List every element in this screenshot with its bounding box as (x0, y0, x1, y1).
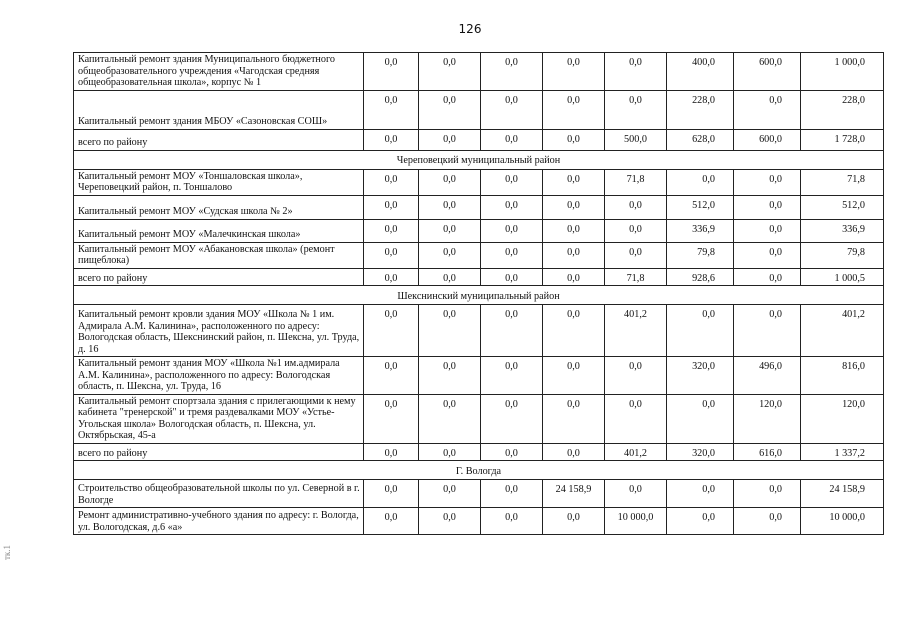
value-cell: 616,0 (734, 443, 801, 461)
value-cell: 496,0 (734, 357, 801, 395)
value-cell: 0,0 (364, 508, 419, 535)
value-cell: 0,0 (364, 219, 419, 242)
value-cell: 228,0 (667, 90, 734, 129)
item-name-cell: Ремонт административно-учебного здания по адресу: г. Вологда, ул. Вологодская, д.6 «а» (74, 508, 364, 535)
value-cell: 0,0 (734, 480, 801, 508)
value-cell: 0,0 (605, 90, 667, 129)
value-cell: 816,0 (801, 357, 884, 395)
table-body (74, 53, 884, 535)
value-cell: 600,0 (734, 129, 801, 150)
item-name-cell: всего по району (74, 268, 364, 286)
value-cell: 0,0 (543, 219, 605, 242)
item-name-cell: Капитальный ремонт здания Муниципального бюджетного общеобразовательного учреждения «Чагодская средняя общеобразовательная школа», корпус № 1 (74, 53, 364, 91)
value-cell: 0,0 (481, 242, 543, 268)
value-cell: 0,0 (481, 268, 543, 286)
value-cell: 24 158,9 (801, 480, 884, 508)
table-row (74, 508, 884, 535)
value-cell: 0,0 (419, 129, 481, 150)
item-name-cell: Капитальный ремонт здания МОУ «Школа №1 им.адмирала А.М. Калинина», расположенного по адресу: Вологодская область, п. Шексна, ул. Труда, 16 (74, 357, 364, 395)
value-cell: 0,0 (364, 90, 419, 129)
value-cell: 0,0 (734, 508, 801, 535)
value-cell: 320,0 (667, 443, 734, 461)
value-cell: 0,0 (605, 219, 667, 242)
district-title: Череповецкий муниципальный район (74, 150, 884, 169)
value-cell: 0,0 (481, 169, 543, 195)
value-cell: 0,0 (364, 480, 419, 508)
value-cell: 0,0 (481, 394, 543, 443)
value-cell: 0,0 (667, 480, 734, 508)
district-title: Шекснинский муниципальный район (74, 286, 884, 305)
value-cell: 0,0 (419, 480, 481, 508)
table-row (74, 357, 884, 395)
value-cell: 0,0 (419, 90, 481, 129)
value-cell: 401,2 (801, 305, 884, 357)
value-cell: 71,8 (801, 169, 884, 195)
value-cell: 0,0 (543, 268, 605, 286)
value-cell: 0,0 (481, 129, 543, 150)
value-cell: 500,0 (605, 129, 667, 150)
value-cell: 0,0 (605, 53, 667, 91)
value-cell: 0,0 (481, 90, 543, 129)
value-cell: 512,0 (801, 195, 884, 219)
value-cell: 512,0 (667, 195, 734, 219)
value-cell: 628,0 (667, 129, 734, 150)
district-title: Г. Вологда (74, 461, 884, 480)
value-cell: 1 000,5 (801, 268, 884, 286)
value-cell: 10 000,0 (605, 508, 667, 535)
value-cell: 0,0 (364, 169, 419, 195)
value-cell: 400,0 (667, 53, 734, 91)
value-cell: 0,0 (364, 443, 419, 461)
table-row (74, 268, 884, 286)
value-cell: 1 000,0 (801, 53, 884, 91)
value-cell: 0,0 (543, 90, 605, 129)
district-header-row (74, 286, 884, 305)
value-cell: 0,0 (419, 357, 481, 395)
table-row (74, 443, 884, 461)
value-cell: 928,6 (667, 268, 734, 286)
value-cell: 0,0 (419, 219, 481, 242)
value-cell: 401,2 (605, 305, 667, 357)
value-cell: 1 337,2 (801, 443, 884, 461)
value-cell: 0,0 (364, 357, 419, 395)
value-cell: 0,0 (605, 195, 667, 219)
item-name-cell: всего по району (74, 443, 364, 461)
value-cell: 0,0 (734, 90, 801, 129)
value-cell: 0,0 (481, 508, 543, 535)
value-cell: 0,0 (364, 305, 419, 357)
value-cell: 0,0 (419, 242, 481, 268)
table-row (74, 394, 884, 443)
value-cell: 0,0 (605, 242, 667, 268)
value-cell: 24 158,9 (543, 480, 605, 508)
table-row (74, 305, 884, 357)
value-cell: 0,0 (481, 443, 543, 461)
table-row (74, 129, 884, 150)
value-cell: 320,0 (667, 357, 734, 395)
table-row (74, 480, 884, 508)
value-cell: 0,0 (543, 195, 605, 219)
value-cell: 336,9 (801, 219, 884, 242)
table-row (74, 90, 884, 129)
item-name-cell: Капитальный ремонт МОУ «Абакановская школа» (ремонт пищеблока) (74, 242, 364, 268)
item-name-cell: Капитальный ремонт здания МБОУ «Сазоновская СОШ» (74, 90, 364, 129)
value-cell: 600,0 (734, 53, 801, 91)
value-cell: 120,0 (801, 394, 884, 443)
value-cell: 79,8 (667, 242, 734, 268)
item-name-cell: Капитальный ремонт спортзала здания с прилегающими к нему кабинета "тренерской" и тремя раздевалками МОУ «Устье-Угольская школа» Вологодская область, п. Шексна, ул. Октябрьская, 45-а (74, 394, 364, 443)
item-name-cell: Капитальный ремонт МОУ «Малечкинская школа» (74, 219, 364, 242)
district-header-row (74, 461, 884, 480)
value-cell: 0,0 (734, 219, 801, 242)
table-row (74, 219, 884, 242)
value-cell: 71,8 (605, 268, 667, 286)
value-cell: 0,0 (734, 242, 801, 268)
value-cell: 0,0 (543, 305, 605, 357)
table-row (74, 53, 884, 91)
value-cell: 0,0 (364, 242, 419, 268)
value-cell: 0,0 (419, 443, 481, 461)
value-cell: 0,0 (419, 169, 481, 195)
item-name-cell: Капитальный ремонт кровли здания МОУ «Школа № 1 им. Адмирала А.М. Калинина», расположенного по адресу: Вологодская область, Шекснинский район, п. Шексна, ул. Труда, д. 16 (74, 305, 364, 357)
value-cell: 0,0 (419, 268, 481, 286)
value-cell: 0,0 (543, 242, 605, 268)
item-name-cell: Строительство общеобразовательной школы по ул. Северной в г. Вологде (74, 480, 364, 508)
value-cell: 0,0 (543, 53, 605, 91)
page-number: 126 (458, 22, 482, 36)
value-cell: 0,0 (364, 195, 419, 219)
value-cell: 0,0 (734, 305, 801, 357)
value-cell: 0,0 (734, 268, 801, 286)
value-cell: 0,0 (543, 394, 605, 443)
value-cell: 0,0 (734, 195, 801, 219)
item-name-cell: Капитальный ремонт МОУ «Тоншаловская школа», Череповецкий район, п. Тоншалово (74, 169, 364, 195)
value-cell: 0,0 (543, 508, 605, 535)
value-cell: 79,8 (801, 242, 884, 268)
value-cell: 0,0 (543, 169, 605, 195)
value-cell: 0,0 (543, 357, 605, 395)
value-cell: 0,0 (364, 394, 419, 443)
table-row (74, 242, 884, 268)
item-name-cell: Капитальный ремонт МОУ «Судская школа № 2» (74, 195, 364, 219)
value-cell: 0,0 (364, 268, 419, 286)
value-cell: 0,0 (481, 53, 543, 91)
value-cell: 0,0 (481, 480, 543, 508)
side-margin-mark: тк.1 (2, 544, 12, 560)
value-cell: 0,0 (734, 169, 801, 195)
value-cell: 0,0 (481, 305, 543, 357)
value-cell: 401,2 (605, 443, 667, 461)
value-cell: 0,0 (364, 129, 419, 150)
value-cell: 0,0 (667, 508, 734, 535)
value-cell: 0,0 (419, 195, 481, 219)
value-cell: 0,0 (419, 305, 481, 357)
district-header-row (74, 150, 884, 169)
value-cell: 0,0 (667, 169, 734, 195)
table-row (74, 169, 884, 195)
value-cell: 0,0 (543, 443, 605, 461)
value-cell: 0,0 (667, 305, 734, 357)
value-cell: 10 000,0 (801, 508, 884, 535)
value-cell: 120,0 (734, 394, 801, 443)
value-cell: 0,0 (481, 219, 543, 242)
value-cell: 0,0 (481, 357, 543, 395)
value-cell: 0,0 (605, 357, 667, 395)
value-cell: 0,0 (364, 53, 419, 91)
value-cell: 0,0 (605, 480, 667, 508)
table-row (74, 195, 884, 219)
value-cell: 1 728,0 (801, 129, 884, 150)
value-cell: 336,9 (667, 219, 734, 242)
value-cell: 0,0 (543, 129, 605, 150)
value-cell: 228,0 (801, 90, 884, 129)
value-cell: 0,0 (605, 394, 667, 443)
value-cell: 0,0 (419, 53, 481, 91)
value-cell: 0,0 (667, 394, 734, 443)
value-cell: 0,0 (419, 394, 481, 443)
value-cell: 0,0 (481, 195, 543, 219)
budget-table (73, 52, 884, 535)
value-cell: 71,8 (605, 169, 667, 195)
value-cell: 0,0 (419, 508, 481, 535)
item-name-cell: всего по району (74, 129, 364, 150)
